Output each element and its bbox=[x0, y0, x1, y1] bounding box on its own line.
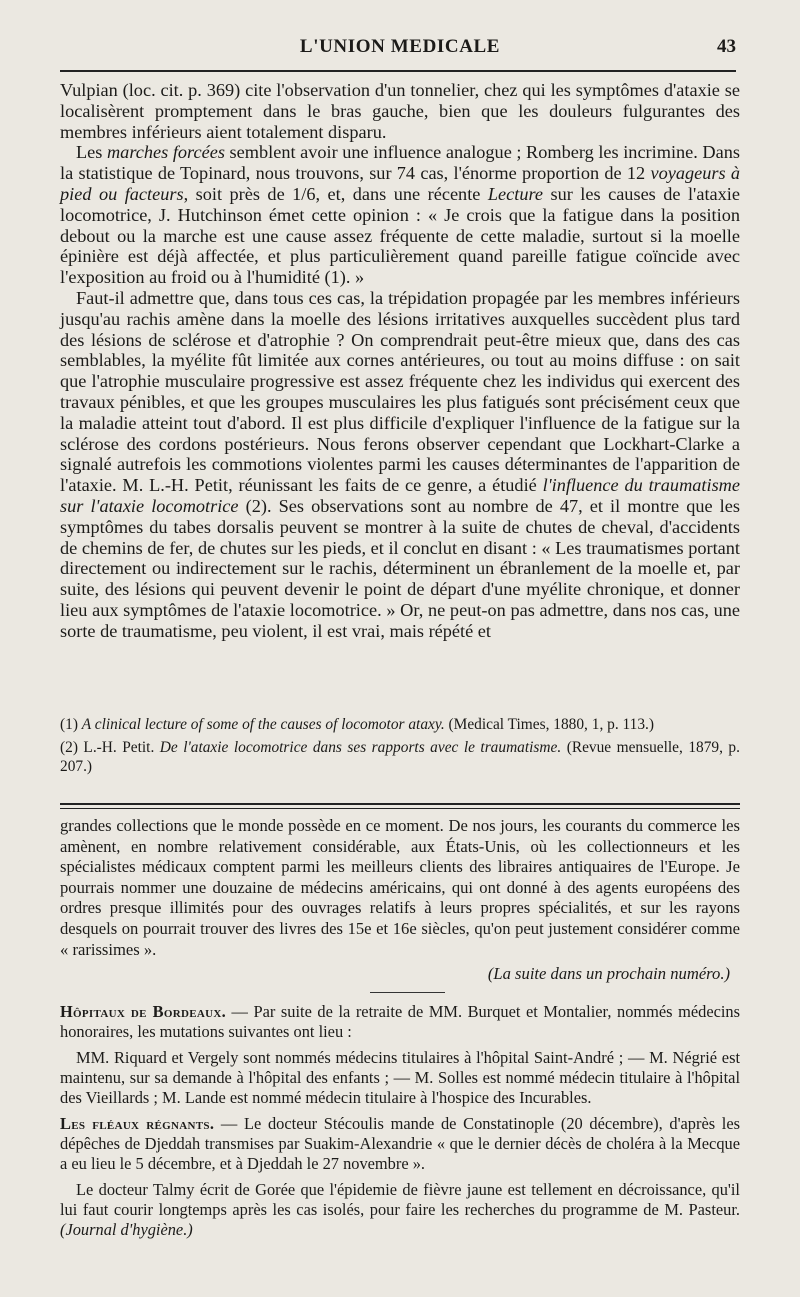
news-source: (Journal d'hygiène.) bbox=[60, 1220, 193, 1239]
footnote-title: De l'ataxie locomotrice dans ses rapports avec le traumatisme. bbox=[159, 739, 562, 757]
paragraph-text: semblent avoir une influence analogue ; Romberg les incrimine. Dans la statistique de Topinard, nous trouvons, sur 74 cas, l'énorme proportion de 12 bbox=[60, 142, 741, 184]
news-item-mutations: MM. Riquard et Vergely sont nommés médecins titulaires à l'hôpital Saint-André ; — M. Négrié est maintenu, sur sa demande à l'hôpital des enfants ; — M. Solles est nommé médecin titulaire à l'hôpital des Vieillards ; M. Lande est nommé médecin titulaire à l'hospice des Incurables. bbox=[60, 1048, 740, 1107]
news-item-bordeaux bbox=[60, 1002, 740, 1042]
footnotes bbox=[60, 716, 740, 781]
paragraph-text: (2). Ses observations sont au nombre de 47, et il montre que les symptômes du tabes dorsalis peuvent se montrer à la suite de chutes de cheval, d'accidents de chemins de fer, de chutes sur les pieds, et il conclut en disant : « Les traumatismes portant directement ou indirectement sur le rachis, déterminent un ébranlement de la moelle et, par suite, des lésions qui peuvent devenir le point de départ d'une myélite chronique, et donner lieu aux symptômes de l'ataxie locomotrice. » Or, ne peut-on pas admettre, dans nos cas, une sorte de traumatisme, peu violent, il est vrai, mais répété et bbox=[60, 495, 740, 641]
continued-note: (La suite dans un prochain numéro.) bbox=[487, 964, 730, 984]
footnote-1 bbox=[60, 716, 740, 734]
paragraph-marches-forcees bbox=[60, 142, 740, 288]
news-text: — Par suite de la retraite de MM. Burquet et Montalier, nommés médecins honoraires, les mutations suivantes ont lieu : bbox=[60, 1002, 740, 1041]
short-divider bbox=[370, 992, 445, 993]
emphasis-text: l'influence du traumatisme sur l'ataxie locomotrice bbox=[60, 475, 740, 516]
news-text: — Le docteur Stécoulis mande de Constatinople (20 décembre), d'après les dépêches de Djeddah transmises par Suakim-Alexandrie « que le dernier décès de choléra à la Mecque a eu lieu le 5 décembre, et à Djeddah le 27 novembre ». bbox=[60, 1114, 740, 1173]
paragraph-text: Faut-il admettre que, dans tous ces cas, la trépidation propagée par les membres inférieurs jusqu'au rachis amène dans la moelle des lésions irritatives auxquelles succèdent plus tard des lésions de sclérose et d'atrophie ? On comprendrait peut-être mieux que, dans des cas semblables, la myélite fût limitée aux cornes antérieures, ou tout au moins diffuse : on sait que l'atrophie musculaire progressive est assez fréquente chez les individus qui exercent des travaux pénibles, et que les groupes musculaires les plus fatigués sont précisément ceux que la maladie atteint tout d'abord. Il est plus difficile d'expliquer l'influence de la fatigue sur la sclérose des cordons postérieurs. Nous ferons observer cependant que Lockhart-Clarke a signalé autrefois les commotions violentes parmi les causes déterminantes de l'apparition de l'ataxie. M. L.-H. Petit, réunissant les faits de ce genre, a étudié bbox=[60, 287, 740, 496]
news-item-fleaux bbox=[60, 1114, 740, 1174]
footnote-number: (1) bbox=[60, 716, 82, 733]
paragraph-text: , soit près de 1/6, et, dans une récente bbox=[183, 183, 488, 204]
news-section bbox=[60, 1002, 740, 1246]
emphasis-text: Lecture bbox=[487, 183, 544, 204]
news-heading: Hôpitaux de Bordeaux. bbox=[60, 1002, 226, 1021]
journal-title: L'UNION MEDICALE bbox=[299, 36, 501, 57]
paragraph-text: Les bbox=[76, 142, 107, 163]
footnote-source: (Medical Times, 1880, 1, p. 113.) bbox=[444, 716, 655, 733]
paragraph-trepidation bbox=[60, 288, 740, 642]
emphasis-text: voyageurs à pied ou facteurs bbox=[60, 163, 740, 204]
section-divider bbox=[60, 803, 740, 809]
footnote-source: (Revue mensuelle, 1879, p. 207.) bbox=[60, 739, 740, 775]
emphasis-text: marches forcées bbox=[106, 142, 225, 163]
header-rule bbox=[60, 70, 736, 72]
paragraph-text: sur les causes de l'ataxie locomotrice, J. Hutchinson émet cette opinion : « Je crois que la fatigue dans la position debout ou la marche est une cause assez fréquente de cette maladie, surtout si la moelle épinière est déjà affectée, et plus particulièrement quand pareille fatigue coïncide avec l'exposition au froid ou à l'humidité (1). » bbox=[60, 183, 740, 288]
footnote-2 bbox=[60, 739, 740, 776]
feuilleton-paragraph: grandes collections que le monde possède en ce moment. De nos jours, les courants du commerce les amènent, en nombre relativement considérable, aux États-Unis, où les collectionneurs et les spécialistes médicaux comptent parmi les meilleurs clients des libraires antiquaires de l'Europe. Je pourrais nommer une douzaine de médecins américains, qui ont donné à des agents européens des ordres presque illimités pour des ouvrages relatifs à leurs propres spécialités, et sur les rayons desquels on pourrait trouver des livres des 15e et 16e siècles, qu'on peut justement considérer comme « rarissimes ». bbox=[60, 816, 740, 959]
footnote-number: (2) L.-H. Petit. bbox=[60, 739, 160, 757]
news-item-goree bbox=[60, 1180, 740, 1240]
paragraph-vulpian: Vulpian (loc. cit. p. 369) cite l'observation d'un tonnelier, chez qui les symptômes d'ataxie se localisèrent promptement dans le bras gauche, bien que les douleurs fulgurantes des membres inférieurs aient totalement disparu. bbox=[60, 80, 740, 142]
news-text: Le docteur Talmy écrit de Gorée que l'épidemie de fièvre jaune est tellement en décroissance, qu'il lui faut courir longtemps après les cas isolés, pour faire les recherches du programme de M. Pasteur. bbox=[60, 1180, 740, 1219]
news-heading: Les fléaux régnants. bbox=[60, 1114, 215, 1133]
feuilleton-article bbox=[60, 816, 740, 985]
page-header bbox=[60, 36, 740, 70]
page-number: 43 bbox=[717, 36, 736, 57]
article-body bbox=[60, 80, 740, 642]
footnote-title: A clinical lecture of some of the causes of locomotor ataxy. bbox=[81, 716, 445, 733]
